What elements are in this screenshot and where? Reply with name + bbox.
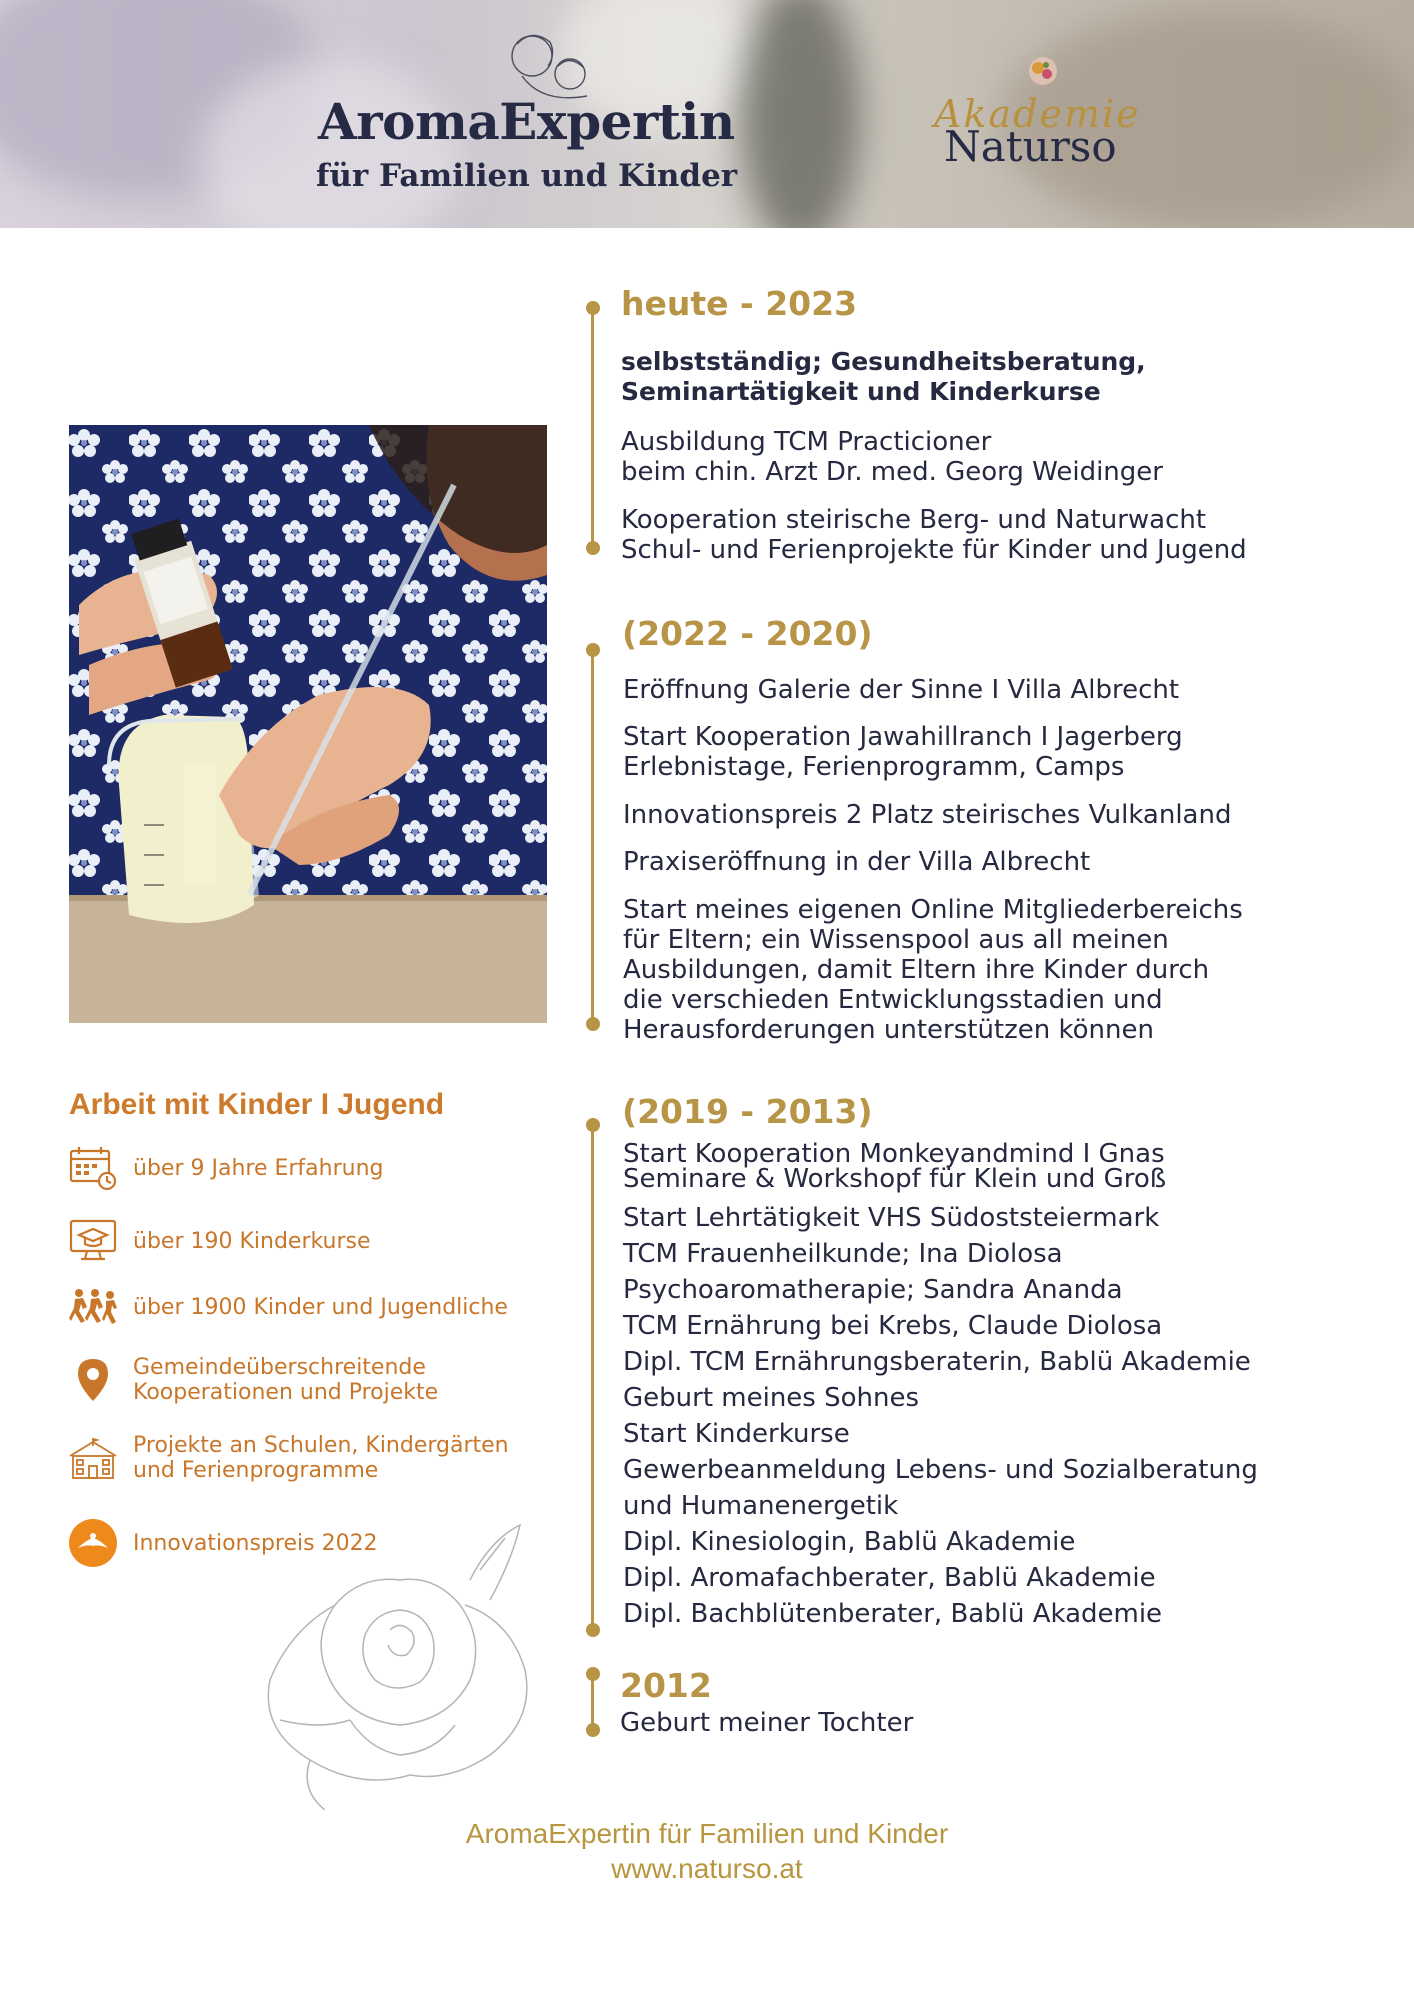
- timeline-item: Dipl. Kinesiologin, Bablü Akademie: [623, 1527, 1076, 1557]
- timeline-item: Dipl. Aromafachberater, Bablü Akademie: [623, 1563, 1156, 1593]
- timeline-item: und Humanenergetik: [623, 1491, 899, 1521]
- timeline-item: Start Kooperation Jawahillranch I Jagerberg Erlebnistage, Ferienprogramm, Camps: [623, 722, 1183, 782]
- map-pin-icon: [68, 1355, 118, 1405]
- timeline-dot: [586, 541, 600, 555]
- award-badge-icon: [68, 1518, 118, 1568]
- timeline-item: TCM Frauenheilkunde; Ina Diolosa: [623, 1239, 1063, 1269]
- timeline-item: Ausbildung TCM Practicioner beim chin. Arzt Dr. med. Georg Weidinger: [621, 427, 1163, 487]
- timeline-line: [591, 1125, 594, 1630]
- timeline-line: [591, 304, 594, 548]
- timeline-heading: (2019 - 2013): [622, 1092, 873, 1131]
- stat-text: über 9 Jahre Erfahrung: [133, 1155, 384, 1181]
- stat-text: über 190 Kinderkurse: [133, 1228, 371, 1254]
- timeline-item: Innovationspreis 2 Platz steirisches Vulkanland: [623, 800, 1232, 830]
- footer-tagline: AromaExpertin für Familien und Kinder: [465, 1818, 949, 1849]
- timeline-list: [623, 1136, 1258, 1632]
- timeline-item: Start Lehrtätigkeit VHS Südoststeiermark: [623, 1203, 1160, 1233]
- stat-text: über 1900 Kinder und Jugendliche: [133, 1294, 508, 1320]
- flower-logo-icon: [1026, 54, 1060, 88]
- child-aroma-photo: [69, 425, 547, 1023]
- logo-script-text: Akademie: [934, 92, 1141, 136]
- page-subtitle: für Familien und Kinder: [316, 158, 738, 194]
- timeline-item: Geburt meines Sohnes: [623, 1383, 920, 1413]
- stat-experience: [68, 1143, 384, 1193]
- timeline-item: Start Kooperation Monkeyandmind I Gnas: [623, 1139, 1165, 1169]
- footer-website-link[interactable]: www.naturso.at: [611, 1853, 803, 1884]
- timeline-item: Psychoaromatherapie; Sandra Ananda: [623, 1275, 1123, 1305]
- calendar-clock-icon: [68, 1143, 118, 1193]
- timeline-item: Kooperation steirische Berg- und Naturwacht Schul- und Ferienprojekte für Kinder und Jugend: [621, 505, 1247, 565]
- timeline-heading: (2022 - 2020): [622, 614, 873, 653]
- timeline-line: [591, 650, 594, 1024]
- timeline-heading: heute - 2023: [621, 284, 858, 323]
- timeline-item: Dipl. Bachblütenberater, Bablü Akademie: [623, 1599, 1163, 1629]
- graduation-monitor-icon: [68, 1216, 118, 1266]
- stat-text: Innovationspreis 2022: [133, 1530, 378, 1556]
- logo-name-text: Naturso: [944, 122, 1117, 171]
- timeline-dot: [586, 1118, 600, 1132]
- timeline-item: Start Kinderkurse: [623, 1419, 850, 1449]
- timeline-item: Praxiseröffnung in der Villa Albrecht: [623, 847, 1091, 877]
- school-building-icon: [68, 1433, 118, 1483]
- timeline-dot: [586, 1667, 600, 1681]
- timeline-line: [591, 1673, 594, 1729]
- timeline-dot: [586, 1723, 600, 1737]
- stat-children: [68, 1282, 508, 1332]
- timeline-item: Gewerbeanmeldung Lebens- und Sozialberatung: [623, 1455, 1258, 1485]
- stat-text: Gemeindeüberschreitende Kooperationen und Projekte: [133, 1355, 439, 1405]
- header-banner: [0, 0, 1414, 228]
- rose-drawing: [250, 1520, 550, 1810]
- timeline-heading: 2012: [620, 1666, 712, 1705]
- timeline-item: Dipl. TCM Ernährungsberaterin, Bablü Akademie: [623, 1347, 1251, 1377]
- timeline-item: Start meines eigenen Online Mitgliederbereichs für Eltern; ein Wissenspool aus all meinen Ausbildungen, damit Eltern ihre Kinder durch die verschieden Entwicklungsstadien und Herausforderungen unterstützen können: [623, 895, 1243, 1045]
- work-heading: Arbeit mit Kinder I Jugend: [69, 1088, 445, 1121]
- stat-projects: [68, 1433, 509, 1483]
- timeline-item: Geburt meiner Tochter: [620, 1708, 914, 1738]
- timeline-dot: [586, 1017, 600, 1031]
- timeline-bold-item: selbstständig; Gesundheitsberatung, Seminartätigkeit und Kinderkurse: [621, 347, 1146, 406]
- running-kids-icon: [68, 1282, 118, 1332]
- timeline-item: Eröffnung Galerie der Sinne I Villa Albrecht: [623, 675, 1180, 705]
- stat-text: Projekte an Schulen, Kindergärten und Ferienprogramme: [133, 1433, 509, 1483]
- stat-courses: [68, 1216, 371, 1266]
- page-title: AromaExpertin: [318, 92, 735, 151]
- timeline-dot: [586, 1623, 600, 1637]
- stat-cooperations: [68, 1355, 438, 1405]
- timeline-item: TCM Ernährung bei Krebs, Claude Diolosa: [623, 1311, 1163, 1341]
- timeline-dot: [586, 301, 600, 315]
- timeline-dot: [586, 643, 600, 657]
- timeline-item: Seminare & Workshopf für Klein und Groß: [623, 1164, 1167, 1194]
- bottle-blur: [740, 0, 860, 228]
